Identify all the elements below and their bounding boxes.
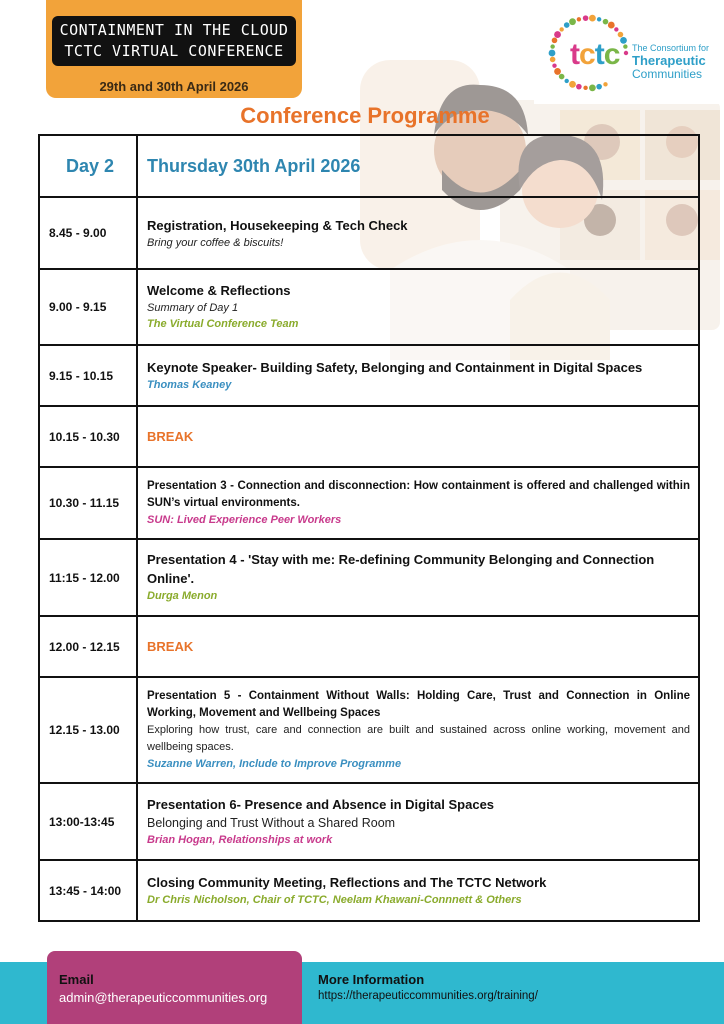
session-row [40,784,698,861]
session-row [40,468,698,540]
session-presenter: The Virtual Conference Team [147,318,299,330]
session-subtitle: Belonging and Trust Without a Shared Room [147,815,396,830]
break-label: BREAK [147,429,194,444]
session-time: 10.15 - 10.30 [40,407,138,466]
conference-dates: 29th and 30th April 2026 [99,79,249,94]
session-time: 9.15 - 10.15 [40,346,138,405]
session-time: 13:00-13:45 [40,784,138,859]
break-label: BREAK [147,639,194,654]
session-title: Registration, Housekeeping & Tech Check [147,217,408,233]
session-presenter: SUN: Lived Experience Peer Workers [147,513,342,526]
conference-title [52,16,296,66]
tctc-logo [534,0,724,104]
session-description: Exploring how trust, care and connection are built and sustained across online working, movement and wellbeing spaces. [147,723,690,753]
session-time: 12.15 - 13.00 [40,678,138,782]
programme-table [38,134,700,922]
conference-title-line2: TCTC VIRTUAL CONFERENCE [64,42,284,60]
session-row [40,270,698,346]
session-title: Presentation 4 - 'Stay with me: Re-defining Community Belonging and Connection Online'. [147,552,655,586]
session-time: 10.30 - 11.15 [40,468,138,538]
more-info-label: More Information [318,972,425,987]
session-time: 13:45 - 14:00 [40,861,138,920]
conference-badge [46,0,302,98]
session-title: Closing Community Meeting, Reflections and The TCTC Network [147,874,547,890]
programme-heading: Conference Programme [240,103,490,128]
email-link[interactable]: admin@therapeuticcommunities.org [59,990,268,1005]
logo-line3: Communities [632,67,703,81]
session-subtitle: Summary of Day 1 [147,302,239,314]
break-row [40,617,698,678]
session-presenter: Dr Chris Nicholson, Chair of TCTC, Neelam Khawani-Connnett & Others [147,893,522,906]
session-row [40,861,698,922]
session-presenter: Suzanne Warren, Include to Improve Programme [147,757,402,770]
session-time: 8.45 - 9.00 [40,198,138,268]
conference-title-line1: CONTAINMENT IN THE CLOUD [59,21,289,39]
day-header-row [40,136,698,198]
logo-line1: The Consortium for [632,43,710,53]
session-row [40,678,698,784]
session-title: Presentation 5 - Containment Without Walls: Holding Care, Trust and Connection in Online Working, Movement and Wellbeing Spaces [147,689,690,719]
logo-wordmark [632,42,709,81]
day-date: Thursday 30th April 2026 [147,155,361,176]
footer-email-panel [47,951,302,1024]
day-label: Day 2 [40,136,138,196]
break-row [40,407,698,468]
session-presenter: Brian Hogan, Relationships at work [147,833,333,846]
session-title: Keynote Speaker- Building Safety, Belonging and Containment in Digital Spaces [147,359,643,375]
session-time: 11:15 - 12.00 [40,540,138,615]
session-subtitle: Bring your coffee & biscuits! [147,236,284,249]
logo-line2: Therapeutic [632,53,706,68]
email-label: Email [59,972,94,987]
logo-mark: tctc [570,38,620,71]
session-row [40,346,698,407]
session-time: 9.00 - 9.15 [40,270,138,344]
session-time: 12.00 - 12.15 [40,617,138,676]
session-row [40,198,698,270]
session-title: Presentation 6- Presence and Absence in Digital Spaces [147,796,495,812]
session-row [40,540,698,617]
session-presenter: Thomas Keaney [147,378,232,391]
session-presenter: Durga Menon [147,590,218,602]
session-title: Welcome & Reflections [147,283,291,298]
session-title: Presentation 3 - Connection and disconnection: How containment is offered and challenged within SUN’s virtual environments. [147,479,690,509]
more-info-link[interactable]: https://therapeuticcommunities.org/training/ [318,990,538,1002]
